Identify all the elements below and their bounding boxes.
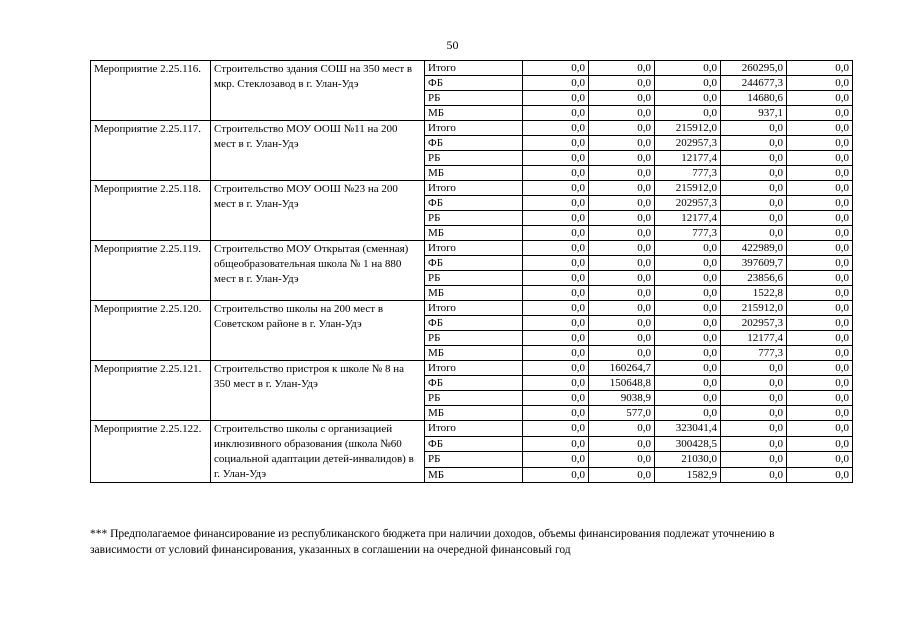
funding-value: 0,0 [523,211,589,226]
funding-value: 0,0 [589,256,655,271]
funding-value: 0,0 [787,166,853,181]
funding-source-label: ФБ [425,196,523,211]
funding-value: 0,0 [589,467,655,483]
funding-value: 0,0 [589,181,655,196]
funding-value: 0,0 [655,376,721,391]
measure-description: Строительство здания СОШ на 350 мест в мкр. Стеклозавод в г. Улан-Удэ [211,61,425,121]
funding-value: 0,0 [787,211,853,226]
funding-value: 0,0 [655,91,721,106]
funding-value: 0,0 [787,376,853,391]
funding-value: 0,0 [787,346,853,361]
funding-source-label: Итого [425,241,523,256]
funding-value: 0,0 [589,226,655,241]
funding-value: 0,0 [787,406,853,421]
measure-description: Строительство школы на 200 мест в Советском районе в г. Улан-Удэ [211,301,425,361]
funding-value: 0,0 [589,166,655,181]
table-row [91,121,853,136]
funding-value: 777,3 [721,346,787,361]
funding-value: 21030,0 [655,452,721,468]
funding-source-label: РБ [425,91,523,106]
funding-value: 577,0 [589,406,655,421]
funding-value: 0,0 [787,226,853,241]
table-row [91,181,853,196]
funding-value: 0,0 [523,331,589,346]
funding-source-label: Итого [425,361,523,376]
funding-value: 0,0 [523,196,589,211]
funding-source-label: РБ [425,151,523,166]
funding-value: 0,0 [787,121,853,136]
funding-value: 0,0 [523,391,589,406]
funding-value: 0,0 [655,346,721,361]
funding-value: 202957,3 [655,136,721,151]
funding-value: 0,0 [787,91,853,106]
table-row [91,301,853,316]
funding-source-label: ФБ [425,436,523,452]
funding-value: 0,0 [523,421,589,437]
funding-value: 0,0 [655,241,721,256]
funding-source-label: МБ [425,467,523,483]
measure-name: Мероприятие 2.25.118. [91,181,211,241]
footnote: *** Предполагаемое финансирование из республиканского бюджета при наличии доходов, объемы финансирования подлежат уточнению в зависимости от условий финансирования, указанных в соглашении на очередной финансовый год [90,528,775,556]
funding-value: 0,0 [787,361,853,376]
funding-value: 0,0 [589,151,655,166]
funding-value: 0,0 [787,241,853,256]
funding-value: 0,0 [787,331,853,346]
funding-value: 0,0 [787,421,853,437]
table-row [91,421,853,437]
table-row [91,61,853,76]
funding-value: 0,0 [589,316,655,331]
funding-value: 0,0 [523,436,589,452]
funding-source-label: РБ [425,331,523,346]
measure-name: Мероприятие 2.25.120. [91,301,211,361]
funding-value: 777,3 [655,226,721,241]
funding-value: 0,0 [787,196,853,211]
funding-value: 12177,4 [721,331,787,346]
funding-value: 0,0 [787,391,853,406]
funding-value: 0,0 [721,436,787,452]
funding-value: 0,0 [655,316,721,331]
funding-value: 323041,4 [655,421,721,437]
funding-value: 0,0 [589,121,655,136]
measure-name: Мероприятие 2.25.117. [91,121,211,181]
funding-value: 397609,7 [721,256,787,271]
table-body [91,61,853,483]
funding-source-label: РБ [425,452,523,468]
funding-value: 0,0 [721,211,787,226]
funding-value: 0,0 [523,61,589,76]
funding-source-label: Итого [425,301,523,316]
funding-value: 1522,8 [721,286,787,301]
funding-value: 0,0 [523,91,589,106]
funding-value: 0,0 [589,271,655,286]
funding-value: 0,0 [721,196,787,211]
funding-value: 0,0 [655,256,721,271]
funding-value: 0,0 [589,331,655,346]
funding-value: 215912,0 [655,121,721,136]
funding-value: 12177,4 [655,151,721,166]
funding-source-label: ФБ [425,136,523,151]
funding-value: 0,0 [655,361,721,376]
funding-value: 0,0 [523,166,589,181]
funding-value: 0,0 [721,121,787,136]
funding-value: 23856,6 [721,271,787,286]
funding-value: 777,3 [655,166,721,181]
funding-value: 0,0 [523,406,589,421]
funding-value: 0,0 [721,226,787,241]
funding-value: 0,0 [589,106,655,121]
funding-value: 0,0 [787,76,853,91]
funding-value: 0,0 [787,286,853,301]
funding-value: 0,0 [523,241,589,256]
funding-source-label: Итого [425,181,523,196]
funding-source-label: МБ [425,166,523,181]
funding-value: 0,0 [655,286,721,301]
funding-value: 0,0 [721,166,787,181]
funding-value: 0,0 [589,196,655,211]
funding-source-label: РБ [425,271,523,286]
funding-value: 0,0 [721,452,787,468]
funding-value: 0,0 [523,346,589,361]
funding-value: 202957,3 [721,316,787,331]
funding-value: 0,0 [523,136,589,151]
funding-value: 0,0 [589,241,655,256]
funding-value: 0,0 [721,406,787,421]
measure-description: Строительство МОУ ООШ №23 на 200 мест в г. Улан-Удэ [211,181,425,241]
funding-value: 0,0 [589,346,655,361]
funding-value: 0,0 [655,391,721,406]
funding-value: 0,0 [655,106,721,121]
funding-value: 260295,0 [721,61,787,76]
funding-source-label: МБ [425,286,523,301]
funding-value: 0,0 [523,271,589,286]
funding-value: 0,0 [721,421,787,437]
funding-value: 0,0 [589,452,655,468]
funding-value: 0,0 [655,331,721,346]
funding-value: 422989,0 [721,241,787,256]
funding-value: 0,0 [721,151,787,166]
measure-name: Мероприятие 2.25.121. [91,361,211,421]
funding-value: 160264,7 [589,361,655,376]
funding-source-label: ФБ [425,256,523,271]
funding-source-label: ФБ [425,376,523,391]
funding-value: 0,0 [721,391,787,406]
funding-value: 0,0 [655,61,721,76]
funding-source-label: Итого [425,421,523,437]
funding-value: 0,0 [787,106,853,121]
funding-source-label: ФБ [425,316,523,331]
funding-value: 0,0 [787,316,853,331]
funding-value: 0,0 [589,91,655,106]
funding-value: 0,0 [523,256,589,271]
funding-value: 9038,9 [589,391,655,406]
funding-value: 0,0 [589,286,655,301]
funding-value: 12177,4 [655,211,721,226]
funding-value: 14680,6 [721,91,787,106]
funding-value: 0,0 [523,316,589,331]
funding-value: 0,0 [523,361,589,376]
measure-description: Строительство МОУ Открытая (сменная) общеобразовательная школа № 1 на 880 мест в г. Улан-Удэ [211,241,425,301]
funding-value: 0,0 [787,271,853,286]
funding-value: 0,0 [721,361,787,376]
funding-value: 0,0 [589,421,655,437]
funding-source-label: РБ [425,211,523,226]
funding-value: 0,0 [655,301,721,316]
funding-value: 937,1 [721,106,787,121]
funding-value: 0,0 [523,452,589,468]
funding-value: 0,0 [787,452,853,468]
funding-value: 0,0 [523,301,589,316]
measure-name: Мероприятие 2.25.116. [91,61,211,121]
funding-value: 0,0 [589,76,655,91]
measure-description: Строительство школы с организацией инклюзивного образования (школа №60 социальной адаптации детей-инвалидов) в г. Улан-Удэ [211,421,425,483]
funding-value: 0,0 [523,151,589,166]
funding-value: 0,0 [589,301,655,316]
table-row [91,361,853,376]
page-number: 50 [446,38,459,52]
funding-value: 0,0 [787,256,853,271]
funding-source-label: МБ [425,406,523,421]
funding-value: 0,0 [589,211,655,226]
funding-source-label: ФБ [425,76,523,91]
measure-name: Мероприятие 2.25.119. [91,241,211,301]
funding-source-label: МБ [425,346,523,361]
funding-source-label: Итого [425,61,523,76]
funding-source-label: МБ [425,106,523,121]
funding-value: 0,0 [787,61,853,76]
funding-value: 0,0 [523,286,589,301]
funding-value: 0,0 [787,301,853,316]
funding-value: 244677,3 [721,76,787,91]
measure-description: Строительство пристроя к школе № 8 на 350 мест в г. Улан-Удэ [211,361,425,421]
measure-name: Мероприятие 2.25.122. [91,421,211,483]
funding-value: 0,0 [787,151,853,166]
funding-value: 0,0 [655,406,721,421]
funding-value: 0,0 [787,136,853,151]
funding-value: 0,0 [787,181,853,196]
funding-value: 300428,5 [655,436,721,452]
funding-value: 0,0 [523,76,589,91]
funding-value: 1582,9 [655,467,721,483]
funding-value: 0,0 [589,436,655,452]
funding-value: 0,0 [721,181,787,196]
funding-value: 0,0 [589,61,655,76]
funding-value: 0,0 [721,136,787,151]
funding-value: 0,0 [721,467,787,483]
funding-source-label: МБ [425,226,523,241]
measure-description: Строительство МОУ ООШ №11 на 200 мест в г. Улан-Удэ [211,121,425,181]
funding-value: 0,0 [523,226,589,241]
funding-value: 0,0 [787,436,853,452]
funding-value: 215912,0 [655,181,721,196]
funding-value: 0,0 [655,76,721,91]
funding-value: 0,0 [721,376,787,391]
funding-value: 0,0 [589,136,655,151]
funding-value: 0,0 [655,271,721,286]
funding-value: 0,0 [787,467,853,483]
funding-value: 0,0 [523,376,589,391]
funding-value: 0,0 [523,467,589,483]
funding-source-label: Итого [425,121,523,136]
funding-value: 0,0 [523,181,589,196]
funding-source-label: РБ [425,391,523,406]
funding-value: 150648,8 [589,376,655,391]
funding-value: 0,0 [523,121,589,136]
table-row [91,241,853,256]
funding-value: 215912,0 [721,301,787,316]
funding-value: 0,0 [523,106,589,121]
funding-value: 202957,3 [655,196,721,211]
funding-table [90,60,853,483]
